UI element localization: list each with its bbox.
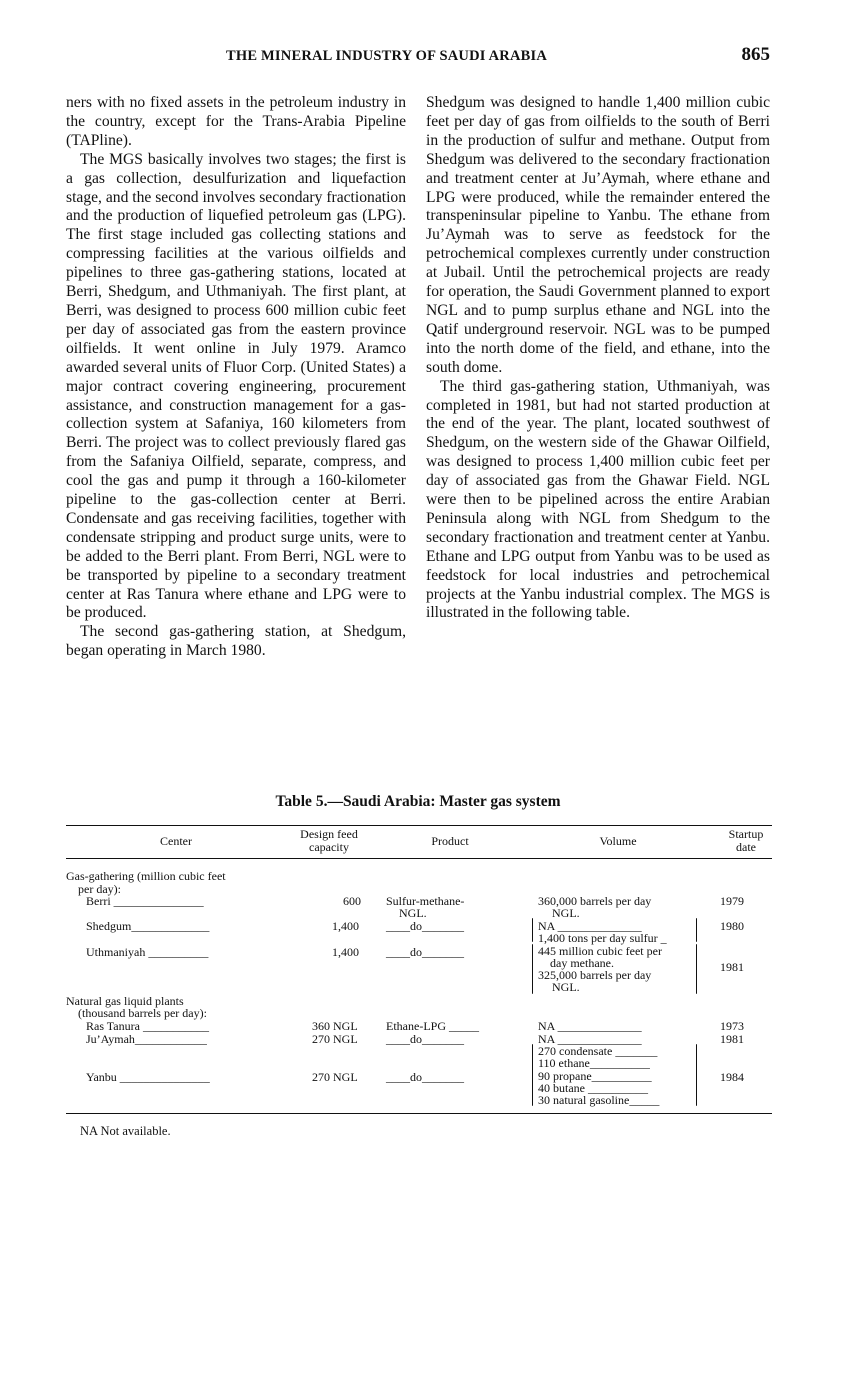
table-caption: Table 5.—Saudi Arabia: Master gas system <box>275 793 561 810</box>
header-volume: Volume <box>599 834 637 848</box>
table-cell-product: ____do_______ <box>386 1032 464 1046</box>
table-cell-product: ____do_______ <box>386 945 464 959</box>
running-header <box>66 44 770 70</box>
table-cell-product: NGL. <box>399 906 427 920</box>
section-label: Natural gas liquid plants <box>66 994 184 1008</box>
table-cell-volume: 360,000 barrels per day <box>538 894 652 908</box>
table-cell-capacity: 1,400 <box>332 945 359 959</box>
left-column <box>66 94 406 661</box>
right-brace <box>696 1044 697 1106</box>
header-capacity-2: capacity <box>309 840 349 854</box>
right-column <box>426 94 770 623</box>
table-cell-capacity: 360 NGL <box>312 1019 358 1033</box>
table-cell-volume: 270 condensate _______ <box>538 1044 658 1058</box>
section-label: per day): <box>78 882 121 896</box>
table-cell-capacity: 270 NGL <box>312 1032 358 1046</box>
table-cell-volume: 1,400 tons per day sulfur _ <box>538 931 667 945</box>
table-top-rule <box>66 825 772 826</box>
table-cell-volume: 110 ethane__________ <box>538 1056 650 1070</box>
table-row-center: Shedgum_____________ <box>86 919 210 933</box>
table-row-center: Berri _______________ <box>86 894 204 908</box>
table-cell-product: Ethane-LPG _____ <box>386 1019 479 1033</box>
table-header-rule <box>66 858 772 859</box>
table-cell-date: 1984 <box>720 1070 744 1084</box>
right-brace <box>696 918 697 942</box>
table-cell-product: ____do_______ <box>386 919 464 933</box>
table-cell-date: 1973 <box>720 1019 744 1033</box>
paragraph: Shedgum was designed to handle 1,400 million cubic feet per day of gas from oilfields to the south of Berri in the production of sulfur and methane. Output from Shedgum was delivered to the secondary fractionation and treatment center at Ju’Aymah, where ethane and LPG were produced, while the remainder entered the transpeninsular pipeline to Yanbu. The ethane from Ju’Aymah was to serve as feedstock for the petrochemical complexes currently under construction at Jubail. Until the petrochemical projects are ready for operation, the Saudi Government planned to export NGL and to pump surplus ethane and NGL into the Qatif underground reservoir. NGL was to be pumped into the north dome of the field, and ethane, into the south dome. <box>426 94 770 376</box>
running-title: THE MINERAL INDUSTRY OF SAUDI ARABIA <box>226 48 548 64</box>
table-cell-date: 1980 <box>720 919 744 933</box>
table-cell-product: ____do_______ <box>386 1070 464 1084</box>
table-cell-volume: NGL. <box>552 906 580 920</box>
table-cell-volume: NA ______________ <box>538 919 642 933</box>
table-cell-date: 1981 <box>720 960 744 974</box>
left-brace <box>532 918 533 942</box>
table-bottom-rule <box>66 1113 772 1114</box>
table-cell-capacity: 600 <box>343 894 361 908</box>
header-capacity-1: Design feed <box>300 827 358 841</box>
section-label: (thousand barrels per day): <box>78 1006 207 1020</box>
header-startup-1: Startup <box>728 827 764 841</box>
table-cell-volume: day methane. <box>550 956 614 970</box>
table-row-center: Ras Tanura ___________ <box>86 1019 209 1033</box>
header-startup-2: date <box>736 840 756 854</box>
paragraph: The second gas-gathering station, at Shedgum, began operating in March 1980. <box>66 623 406 660</box>
left-brace <box>532 944 533 994</box>
header-product: Product <box>431 834 469 848</box>
table-cell-volume: 30 natural gasoline_____ <box>538 1093 660 1107</box>
table-cell-volume: 90 propane__________ <box>538 1069 652 1083</box>
table-row-center: Ju’Aymah____________ <box>86 1032 207 1046</box>
section-label: Gas-gathering (million cubic feet <box>66 869 226 883</box>
table-cell-volume: NA ______________ <box>538 1032 642 1046</box>
table-cell-date: 1979 <box>720 894 744 908</box>
table-cell-product: Sulfur-methane- <box>386 894 465 908</box>
paragraph: ners with no fixed assets in the petroleum industry in the country, except for the Trans-Arabia Pipeline (TAPline). <box>66 94 406 149</box>
table-footnote: NA Not available. <box>80 1124 171 1138</box>
table-cell-volume: NGL. <box>552 980 580 994</box>
table-cell-capacity: 270 NGL <box>312 1070 358 1084</box>
paragraph: The third gas-gathering station, Uthmaniyah, was completed in 1981, but had not started production at the end of the year. The plant, located southwest of Shedgum, on the western side of the Ghawar Oilfield, was designed to process 1,400 million cubic feet per day of associated gas from the Ghawar Field. NGL were then to be pipelined across the entire Arabian Peninsula along with NGL from Shedgum to the secondary fractionation and treatment center at Yanbu. Ethane and LPG output from Yanbu was to be used as feedstock for local industries and petrochemical projects at the Yanbu industrial complex. The MGS is illustrated in the following table. <box>426 377 770 622</box>
left-brace <box>532 1044 533 1106</box>
table-cell-capacity: 1,400 <box>332 919 359 933</box>
table-cell-volume: 325,000 barrels per day <box>538 968 652 982</box>
table-row-center: Yanbu _______________ <box>86 1070 210 1084</box>
paragraph: The MGS basically involves two stages; the first is a gas collection, desulfurization and liquefaction stage, and the second involves secondary fractionation and the production of liquefied petroleum gas (LPG). The first stage included gas collecting stations and compressing facilities at the various oilfields and pipelines to three gas-gathering stations, located at Berri, Shedgum, and Uthmaniyah. The first plant, at Berri, was designed to process 600 million cubic feet per day of associated gas from the eastern province oilfields. It went online in July 1979. Aramco awarded several units of Fluor Corp. (United States) a major contract covering engineering, procurement assistance, and construction management for a gas-collection system at Safaniya, 160 kilometers from Berri. The project was to collect previously flared gas from the Safaniya Oilfield, separate, compress, and cool the gas and pump it through a 160-kilometer pipeline to the gas-collection center at Berri. Condensate and gas receiving facilities, together with condensate stripping and product surge units, were to be added to the Berri plant. From Berri, NGL were to be transported by pipeline to a secondary treatment center at Ras Tanura where ethane and LPG were to be produced. <box>66 150 406 622</box>
table-cell-volume: NA ______________ <box>538 1019 642 1033</box>
table-cell-volume: 40 butane __________ <box>538 1081 648 1095</box>
table-cell-date: 1981 <box>720 1032 744 1046</box>
table-cell-volume: 445 million cubic feet per <box>538 944 662 958</box>
page-number: 865 <box>741 44 770 65</box>
header-center: Center <box>160 834 192 848</box>
right-brace <box>696 944 697 994</box>
table-row-center: Uthmaniyah __________ <box>86 945 209 959</box>
